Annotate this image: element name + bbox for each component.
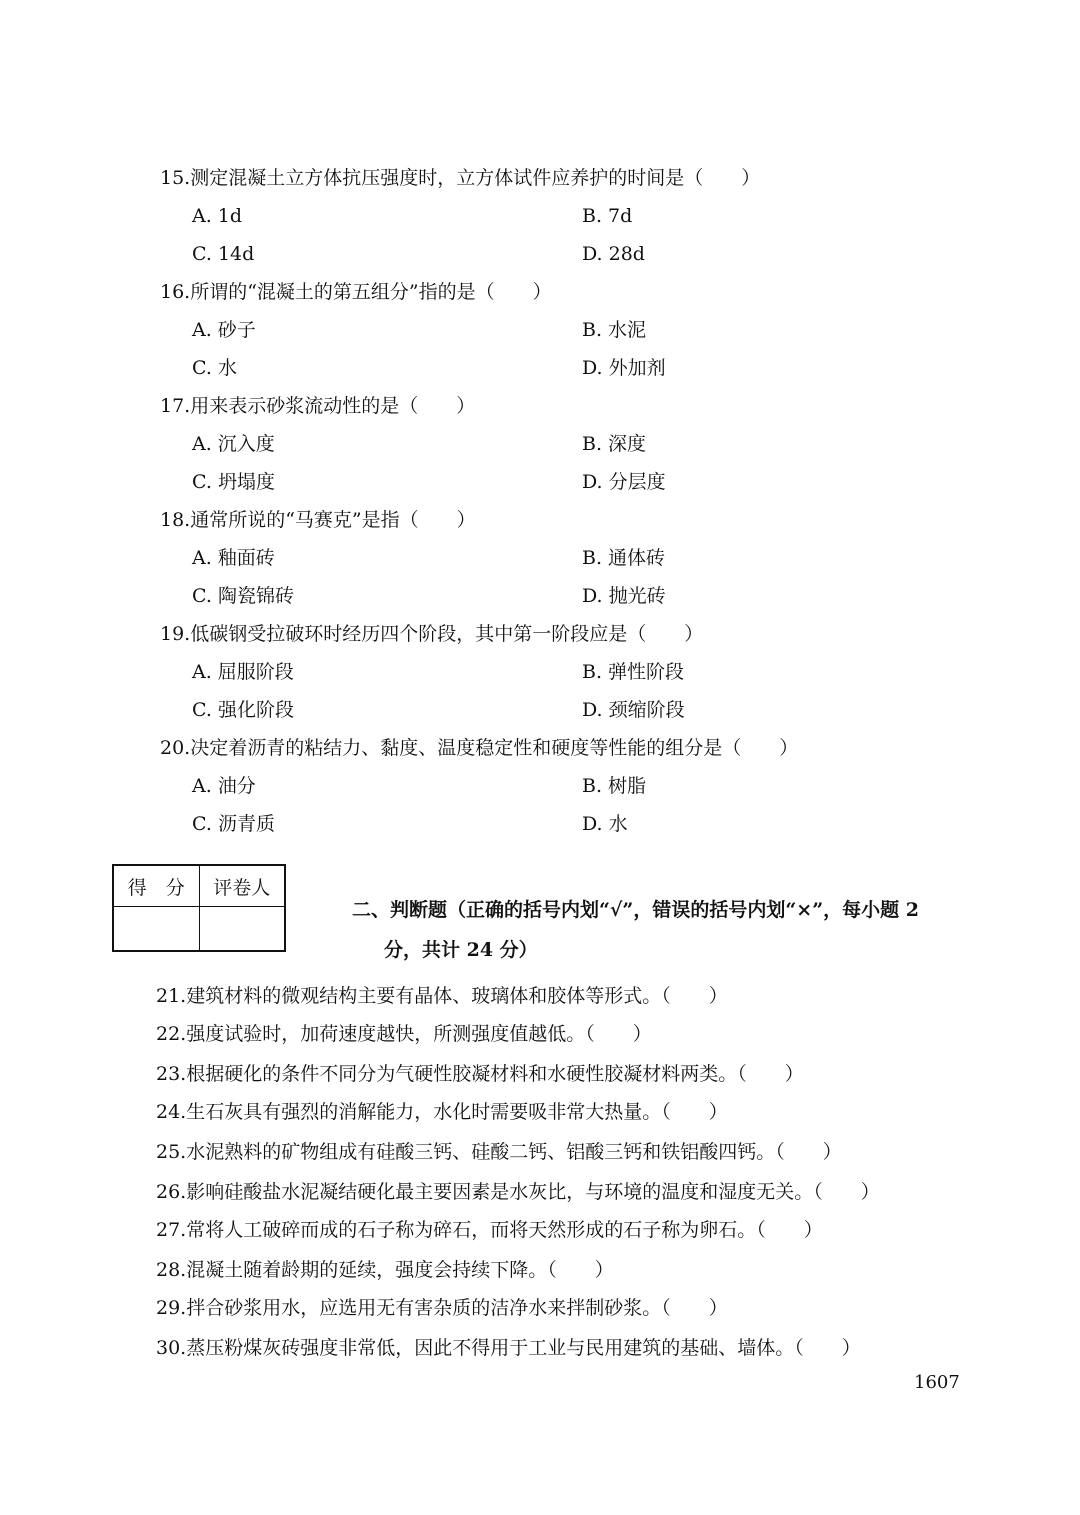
question-18: 18.通常所说的“马赛克”是指（ ） [160, 509, 476, 531]
question-15: 15.测定混凝土立方体抗压强度时，立方体试件应养护的时间是（ ） [160, 167, 761, 189]
question-25: 25.水泥熟料的矿物组成有硅酸三钙、硅酸二钙、铝酸三钙和铁铝酸四钙。（ ） [156, 1141, 842, 1163]
question-24: 24.生石灰具有强烈的消解能力，水化时需要吸非常大热量。（ ） [156, 1101, 728, 1123]
option-b: B. 水泥 [582, 319, 647, 341]
option-b: B. 通体砖 [582, 547, 666, 569]
question-30: 30.蒸压粉煤灰砖强度非常低，因此不得用于工业与民用建筑的基础、墙体。（ ） [156, 1337, 861, 1359]
option-a: A. 沉入度 [192, 433, 275, 455]
option-d: D. 外加剂 [582, 357, 666, 379]
option-b: B. 7d [582, 205, 633, 227]
question-19: 19.低碳钢受拉破环时经历四个阶段，其中第一阶段应是（ ） [160, 623, 704, 645]
question-20: 20.决定着沥青的粘结力、黏度、温度稳定性和硬度等性能的组分是（ ） [160, 737, 799, 759]
grader-header: 评卷人 [199, 865, 285, 907]
option-c: C. 水 [192, 357, 237, 379]
option-c: C. 坍塌度 [192, 471, 275, 493]
question-17: 17.用来表示砂浆流动性的是（ ） [160, 395, 476, 417]
section-title-cont: 分，共计 24 分） [384, 939, 538, 961]
option-b: B. 弹性阶段 [582, 661, 685, 683]
option-a: A. 砂子 [192, 319, 256, 341]
option-b: B. 深度 [582, 433, 647, 455]
option-a: A. 1d [192, 205, 243, 227]
option-d: D. 分层度 [582, 471, 666, 493]
page-number: 1607 [914, 1372, 960, 1393]
grader-cell [199, 907, 285, 952]
question-29: 29.拌合砂浆用水，应选用无有害杂质的洁净水来拌制砂浆。（ ） [156, 1297, 728, 1319]
question-21: 21.建筑材料的微观结构主要有晶体、玻璃体和胶体等形式。（ ） [156, 985, 728, 1007]
score-table [112, 864, 286, 952]
option-c: C. 强化阶段 [192, 699, 294, 721]
question-28: 28.混凝土随着龄期的延续，强度会持续下降。（ ） [156, 1259, 614, 1281]
option-c: C. 陶瓷锦砖 [192, 585, 294, 607]
section-title: 二、判断题（正确的括号内划“√”，错误的括号内划“×”，每小题 2 [352, 899, 919, 921]
option-c: C. 沥青质 [192, 813, 275, 835]
option-a: A. 釉面砖 [192, 547, 275, 569]
score-header: 得 分 [113, 865, 199, 907]
question-27: 27.常将人工破碎而成的石子称为碎石，而将天然形成的石子称为卵石。（ ） [156, 1219, 823, 1241]
option-c: C. 14d [192, 243, 255, 265]
option-d: D. 28d [582, 243, 645, 265]
score-cell [113, 907, 199, 952]
question-23: 23.根据硬化的条件不同分为气硬性胶凝材料和水硬性胶凝材料两类。（ ） [156, 1063, 804, 1085]
question-22: 22.强度试验时，加荷速度越快，所测强度值越低。（ ） [156, 1023, 652, 1045]
option-d: D. 抛光砖 [582, 585, 666, 607]
option-a: A. 油分 [192, 775, 256, 797]
option-a: A. 屈服阶段 [192, 661, 294, 683]
option-b: B. 树脂 [582, 775, 647, 797]
option-d: D. 颈缩阶段 [582, 699, 685, 721]
question-26: 26.影响硅酸盐水泥凝结硬化最主要因素是水灰比，与环境的温度和湿度无关。（ ） [156, 1181, 880, 1203]
option-d: D. 水 [582, 813, 628, 835]
question-16: 16.所谓的“混凝土的第五组分”指的是（ ） [160, 281, 552, 303]
